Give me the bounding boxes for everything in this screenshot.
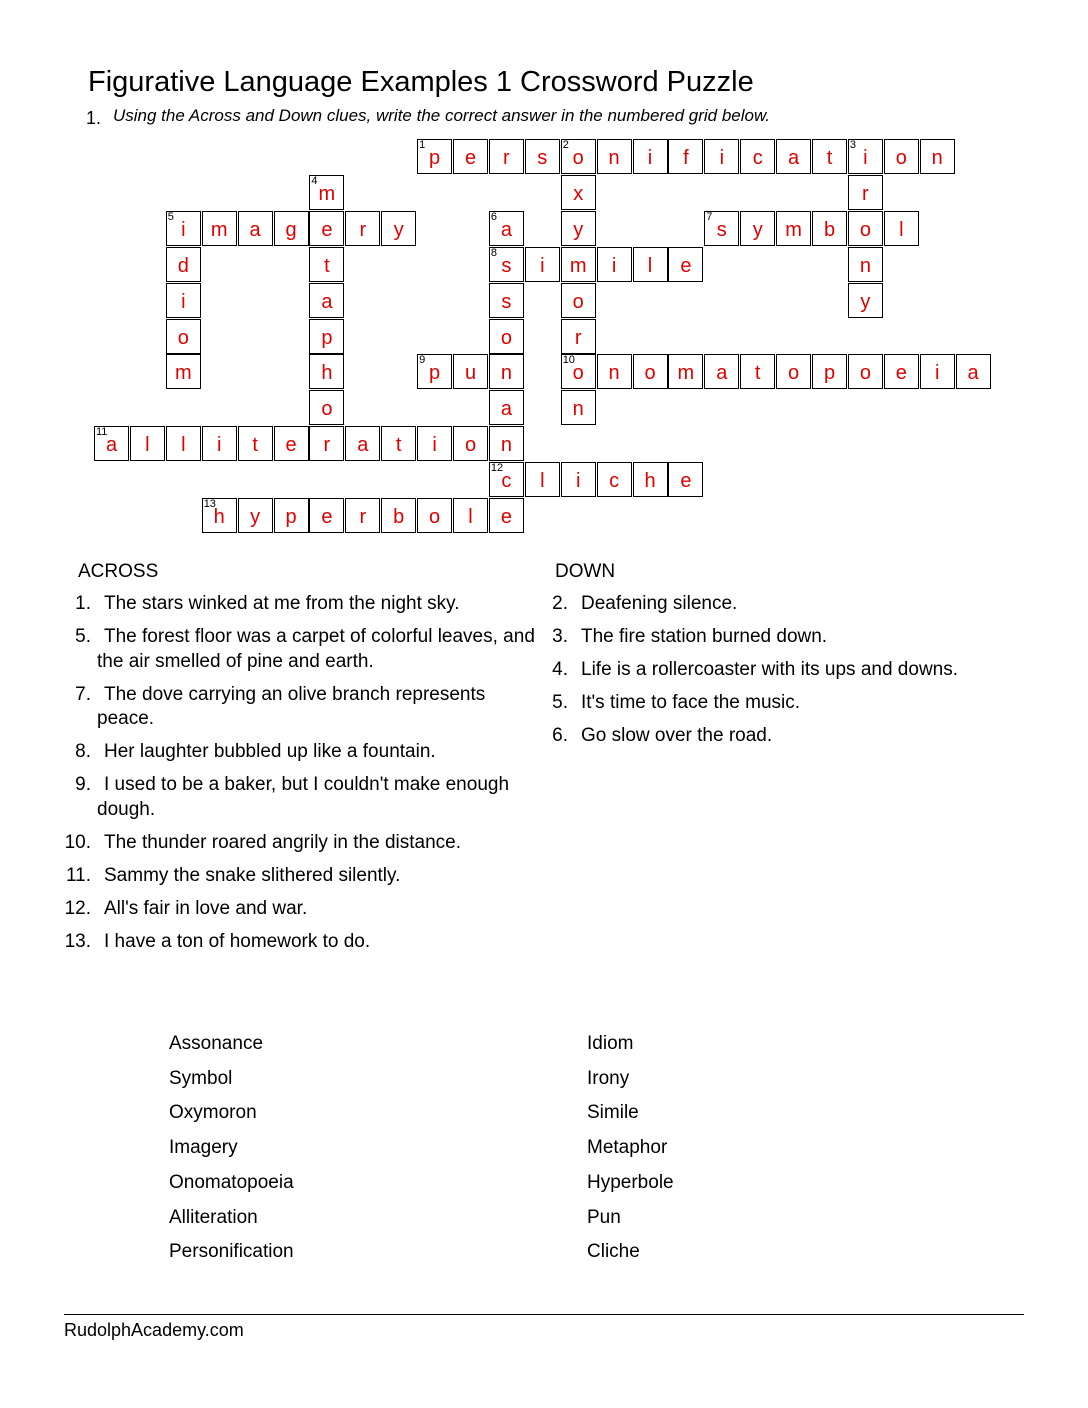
grid-cell xyxy=(740,354,775,389)
answer-letter: s xyxy=(501,254,512,277)
grid-cell xyxy=(597,462,632,497)
grid-cell xyxy=(561,139,596,174)
grid-cell xyxy=(668,462,703,497)
answer-letter: b xyxy=(823,218,836,241)
answer-letter: t xyxy=(252,434,258,457)
clue-number: 6 xyxy=(490,210,498,223)
word-bank-item: Hyperbole xyxy=(587,1171,674,1193)
grid-cell xyxy=(417,426,452,461)
answer-letter: m xyxy=(210,218,228,241)
grid-cell xyxy=(417,139,452,174)
word-bank-item: Personification xyxy=(169,1241,294,1263)
word-bank-item: Oxymoron xyxy=(169,1102,257,1124)
grid-cell xyxy=(309,426,344,461)
clue-num: 13. xyxy=(64,930,91,952)
answer-letter: b xyxy=(393,506,405,528)
grid-cell xyxy=(345,211,380,246)
grid-cell xyxy=(274,498,309,533)
grid-cell xyxy=(274,426,309,461)
clue-text: Her laughter bubbled up like a fountain. xyxy=(104,741,436,762)
clue-num: 6. xyxy=(552,725,568,746)
answer-letter: a xyxy=(500,398,512,421)
answer-letter: i xyxy=(719,147,725,169)
answer-letter: s xyxy=(716,218,727,241)
clue-item xyxy=(537,691,977,716)
clue-num: 5. xyxy=(552,692,568,713)
grid-cell xyxy=(166,211,201,246)
instruction-text: Using the Across and Down clues, write the correct answer in the numbered grid below. xyxy=(113,106,771,125)
grid-cell xyxy=(704,211,739,246)
grid-cell xyxy=(345,498,380,533)
clue-item xyxy=(60,897,540,922)
grid-cell xyxy=(453,426,488,461)
grid-cell xyxy=(633,139,668,174)
word-bank-item: Assonance xyxy=(169,1033,264,1054)
grid-cell xyxy=(309,390,344,425)
answer-letter: o xyxy=(429,506,441,528)
answer-letter: i xyxy=(540,254,545,277)
answer-letter: x xyxy=(573,182,584,205)
answer-letter: s xyxy=(501,290,512,313)
clue-num: 2. xyxy=(552,593,568,614)
answer-letter: o xyxy=(895,147,907,169)
answer-letter: y xyxy=(393,218,404,241)
answer-letter: r xyxy=(503,147,510,169)
answer-letter: i xyxy=(647,147,653,169)
grid-cell xyxy=(812,354,847,389)
answer-letter: o xyxy=(464,434,477,457)
answer-letter: t xyxy=(324,254,330,277)
answer-letter: n xyxy=(500,434,512,457)
grid-cell xyxy=(848,211,883,246)
answer-letter: a xyxy=(105,434,118,457)
grid-cell xyxy=(489,390,524,425)
word-bank-item: Imagery xyxy=(169,1137,238,1159)
clue-number: 10 xyxy=(562,354,575,367)
grid-cell xyxy=(309,247,344,282)
grid-cell xyxy=(489,211,524,246)
answer-letter: h xyxy=(644,470,656,493)
answer-letter: i xyxy=(863,147,868,169)
answer-letter: o xyxy=(572,362,584,385)
answer-letter: m xyxy=(318,182,336,205)
answer-letter: l xyxy=(145,434,150,457)
grid-cell xyxy=(489,139,524,174)
word-bank-item: Cliche xyxy=(587,1241,640,1263)
answer-letter: m xyxy=(174,362,192,385)
answer-letter: a xyxy=(788,147,800,169)
grid-cell xyxy=(561,319,596,354)
answer-letter: o xyxy=(572,290,584,313)
answer-letter: p xyxy=(321,326,333,349)
answer-letter: i xyxy=(181,290,186,313)
grid-cell xyxy=(489,247,524,282)
grid-cell xyxy=(668,354,703,389)
grid-cell xyxy=(489,354,524,389)
answer-letter: c xyxy=(609,470,620,493)
grid-cell xyxy=(561,354,596,389)
grid-cell xyxy=(489,283,524,318)
clue-num: 12. xyxy=(64,897,91,919)
clue-number: 7 xyxy=(706,210,713,223)
grid-cell xyxy=(525,462,560,497)
grid-cell xyxy=(309,211,344,246)
grid-cell xyxy=(489,462,524,497)
answer-letter: e xyxy=(321,218,333,241)
answer-letter: a xyxy=(716,362,728,385)
answer-letter: i xyxy=(934,362,940,385)
grid-cell xyxy=(884,139,919,174)
answer-letter: i xyxy=(432,434,437,457)
grid-cell xyxy=(453,139,488,174)
answer-letter: m xyxy=(569,254,587,277)
grid-cell xyxy=(884,354,919,389)
answer-letter: e xyxy=(895,362,907,385)
footer-divider xyxy=(64,1314,1024,1315)
clue-item xyxy=(537,625,977,650)
grid-cell xyxy=(274,211,309,246)
answer-letter: g xyxy=(285,218,297,241)
answer-letter: y xyxy=(752,218,763,241)
answer-letter: r xyxy=(323,434,331,457)
grid-cell xyxy=(633,247,668,282)
clue-item xyxy=(60,740,540,765)
grid-cell xyxy=(597,139,632,174)
clue-text: Deafening silence. xyxy=(581,593,738,614)
clue-num: 9. xyxy=(75,774,91,795)
answer-letter: y xyxy=(250,506,261,528)
word-bank-item: Alliteration xyxy=(169,1206,258,1228)
answer-letter: a xyxy=(249,218,261,241)
down-heading: DOWN xyxy=(555,561,616,582)
grid-cell xyxy=(740,211,775,246)
answer-letter: f xyxy=(683,147,689,169)
grid-cell xyxy=(166,283,201,318)
grid-cell xyxy=(812,211,847,246)
grid-cell xyxy=(309,498,344,533)
grid-cell xyxy=(166,426,201,461)
crossword-grid xyxy=(0,0,1088,560)
grid-cell xyxy=(597,354,632,389)
answer-letter: n xyxy=(859,254,871,277)
grid-cell xyxy=(920,139,955,174)
clue-num: 8. xyxy=(75,741,91,762)
answer-letter: c xyxy=(501,470,512,493)
clue-item xyxy=(537,658,977,683)
word-bank-item: Symbol xyxy=(169,1067,233,1089)
answer-letter: e xyxy=(680,254,692,277)
answer-letter: u xyxy=(464,362,477,385)
clue-number: 3 xyxy=(849,139,857,151)
answer-letter: a xyxy=(500,218,512,241)
answer-letter: m xyxy=(677,362,695,385)
clue-text: It's time to face the music. xyxy=(581,692,801,713)
clue-item xyxy=(537,724,977,749)
answer-letter: r xyxy=(359,218,367,241)
answer-letter: y xyxy=(573,218,584,241)
grid-cell xyxy=(453,498,488,533)
answer-letter: o xyxy=(572,147,584,169)
answer-letter: n xyxy=(500,362,512,385)
grid-cell xyxy=(704,354,739,389)
grid-cell xyxy=(956,354,991,389)
answer-letter: o xyxy=(644,362,656,385)
clue-num: 4. xyxy=(552,659,568,680)
clue-text: I have a ton of homework to do. xyxy=(104,930,371,952)
answer-letter: e xyxy=(464,147,477,169)
grid-cell xyxy=(238,211,273,246)
answer-letter: l xyxy=(899,218,904,241)
clue-number: 8 xyxy=(490,246,498,259)
clue-num: 5. xyxy=(75,626,91,647)
instruction-number: 1. xyxy=(86,108,102,128)
answer-letter: p xyxy=(823,362,836,385)
clue-text: The forest floor was a carpet of colorful leaves, and the air smelled of pine and earth. xyxy=(97,626,535,672)
grid-cell xyxy=(309,354,344,389)
grid-cell xyxy=(633,462,668,497)
clue-text: Sammy the snake slithered silently. xyxy=(104,864,401,886)
grid-cell xyxy=(848,175,883,210)
answer-letter: t xyxy=(395,434,402,457)
grid-cell xyxy=(561,462,596,497)
clue-num: 7. xyxy=(75,683,91,705)
grid-cell xyxy=(489,319,524,354)
answer-letter: l xyxy=(647,254,653,277)
clue-item xyxy=(537,592,977,617)
across-heading: ACROSS xyxy=(78,561,159,582)
clue-text: The thunder roared angrily in the distance. xyxy=(104,831,461,853)
word-bank-item: Metaphor xyxy=(587,1137,668,1159)
grid-cell xyxy=(453,354,488,389)
answer-letter: r xyxy=(574,326,582,349)
answer-letter: i xyxy=(216,434,222,457)
clue-text: The stars winked at me from the night sky. xyxy=(104,593,460,614)
grid-cell xyxy=(848,247,883,282)
answer-letter: y xyxy=(860,290,871,313)
clue-number: 11 xyxy=(96,426,108,439)
grid-cell xyxy=(489,498,524,533)
answer-letter: o xyxy=(859,362,871,385)
grid-cell xyxy=(525,139,560,174)
clue-text: The dove carrying an olive branch represents peace. xyxy=(97,683,486,729)
clue-number: 5 xyxy=(167,210,174,223)
grid-cell xyxy=(202,211,237,246)
grid-cell xyxy=(884,211,919,246)
grid-cell xyxy=(633,354,668,389)
grid-cell xyxy=(848,283,883,318)
grid-cell xyxy=(776,139,811,174)
grid-cell xyxy=(94,426,129,461)
answer-letter: t xyxy=(826,147,833,169)
answer-letter: n xyxy=(608,147,620,169)
grid-cell xyxy=(238,426,273,461)
answer-letter: d xyxy=(177,254,189,277)
grid-cell xyxy=(238,498,273,533)
word-bank-item: Onomatopoeia xyxy=(169,1171,294,1193)
answer-letter: o xyxy=(177,326,189,349)
grid-cell xyxy=(668,247,703,282)
grid-cell xyxy=(561,175,596,210)
answer-letter: c xyxy=(752,147,763,169)
answer-letter: t xyxy=(754,362,761,385)
grid-cell xyxy=(166,247,201,282)
answer-letter: p xyxy=(285,506,297,528)
answer-letter: n xyxy=(931,147,943,169)
grid-cell xyxy=(130,426,165,461)
grid-cell xyxy=(561,390,596,425)
clue-number: 2 xyxy=(562,139,569,151)
clue-num: 1. xyxy=(75,593,91,614)
grid-cell xyxy=(202,426,237,461)
answer-letter: l xyxy=(540,470,545,493)
grid-cell xyxy=(489,426,524,461)
grid-cell xyxy=(740,139,775,174)
answer-letter: e xyxy=(500,506,512,528)
grid-cell xyxy=(776,211,811,246)
clue-item xyxy=(60,592,540,617)
clue-number: 9 xyxy=(419,354,426,367)
clue-num: 10. xyxy=(64,831,91,853)
answer-letter: a xyxy=(967,362,979,385)
answer-letter: e xyxy=(680,470,692,493)
answer-letter: r xyxy=(359,506,367,528)
answer-letter: n xyxy=(572,398,584,421)
grid-cell xyxy=(309,175,344,210)
grid-cell xyxy=(561,211,596,246)
clue-item xyxy=(60,864,540,889)
grid-cell xyxy=(668,139,703,174)
clue-item xyxy=(60,683,540,732)
across-clues xyxy=(60,592,540,963)
grid-cell xyxy=(848,354,883,389)
answer-letter: e xyxy=(321,506,333,528)
word-bank-item: Pun xyxy=(587,1206,621,1228)
word-bank-left xyxy=(169,1027,294,1270)
grid-cell xyxy=(309,319,344,354)
word-bank-item: Idiom xyxy=(587,1033,634,1054)
answer-letter: a xyxy=(357,434,369,457)
grid-cell xyxy=(345,426,380,461)
grid-cell xyxy=(848,139,883,174)
answer-letter: i xyxy=(575,470,581,493)
grid-cell xyxy=(309,283,344,318)
answer-letter: i xyxy=(611,254,617,277)
clue-item xyxy=(60,831,540,856)
clue-item xyxy=(60,930,540,955)
grid-cell xyxy=(166,354,201,389)
grid-cell xyxy=(812,139,847,174)
grid-cell xyxy=(417,498,452,533)
answer-letter: o xyxy=(500,326,512,349)
clue-text: The fire station burned down. xyxy=(581,626,828,647)
grid-cell xyxy=(381,426,416,461)
grid-cell xyxy=(381,211,416,246)
answer-letter: p xyxy=(429,362,441,385)
page-title: Figurative Language Examples 1 Crossword Puzzle xyxy=(88,66,754,98)
clue-num: 3. xyxy=(552,626,568,647)
answer-letter: a xyxy=(321,290,333,313)
answer-letter: o xyxy=(321,398,333,421)
down-clues xyxy=(537,592,977,757)
clue-item xyxy=(60,625,540,674)
answer-letter: i xyxy=(181,218,186,241)
clue-text: I used to be a baker, but I couldn't make enough dough. xyxy=(97,774,510,820)
grid-cell xyxy=(525,247,560,282)
answer-letter: o xyxy=(788,362,800,385)
answer-letter: m xyxy=(785,218,802,241)
answer-letter: r xyxy=(862,182,869,205)
clue-text: Life is a rollercoaster with its ups and downs. xyxy=(581,659,959,680)
grid-cell xyxy=(561,247,596,282)
clue-number: 13 xyxy=(203,498,216,510)
answer-letter: e xyxy=(285,434,297,457)
grid-cell xyxy=(704,139,739,174)
clue-text: Go slow over the road. xyxy=(581,725,773,746)
answer-letter: p xyxy=(429,147,441,169)
grid-cell xyxy=(417,354,452,389)
grid-cell xyxy=(597,247,632,282)
footer-site: RudolphAcademy.com xyxy=(64,1320,244,1340)
grid-cell xyxy=(166,319,201,354)
clue-number: 12 xyxy=(490,462,504,475)
word-bank-right xyxy=(587,1027,674,1270)
answer-letter: h xyxy=(213,506,225,528)
grid-cell xyxy=(202,498,237,533)
clue-item xyxy=(60,773,540,822)
word-bank-item: Irony xyxy=(587,1067,630,1089)
clue-text: All's fair in love and war. xyxy=(104,897,308,919)
answer-letter: n xyxy=(608,362,620,385)
grid-cell xyxy=(776,354,811,389)
word-bank-item: Simile xyxy=(587,1102,639,1124)
answer-letter: l xyxy=(181,434,186,457)
answer-letter: h xyxy=(321,362,333,385)
answer-letter: l xyxy=(468,506,473,528)
clue-num: 11. xyxy=(65,864,91,886)
clue-number: 4 xyxy=(311,174,318,187)
clue-number: 1 xyxy=(419,139,426,151)
grid-cell xyxy=(920,354,955,389)
grid-cell xyxy=(381,498,416,533)
answer-letter: o xyxy=(859,218,871,241)
grid-cell xyxy=(561,283,596,318)
answer-letter: s xyxy=(537,147,548,169)
